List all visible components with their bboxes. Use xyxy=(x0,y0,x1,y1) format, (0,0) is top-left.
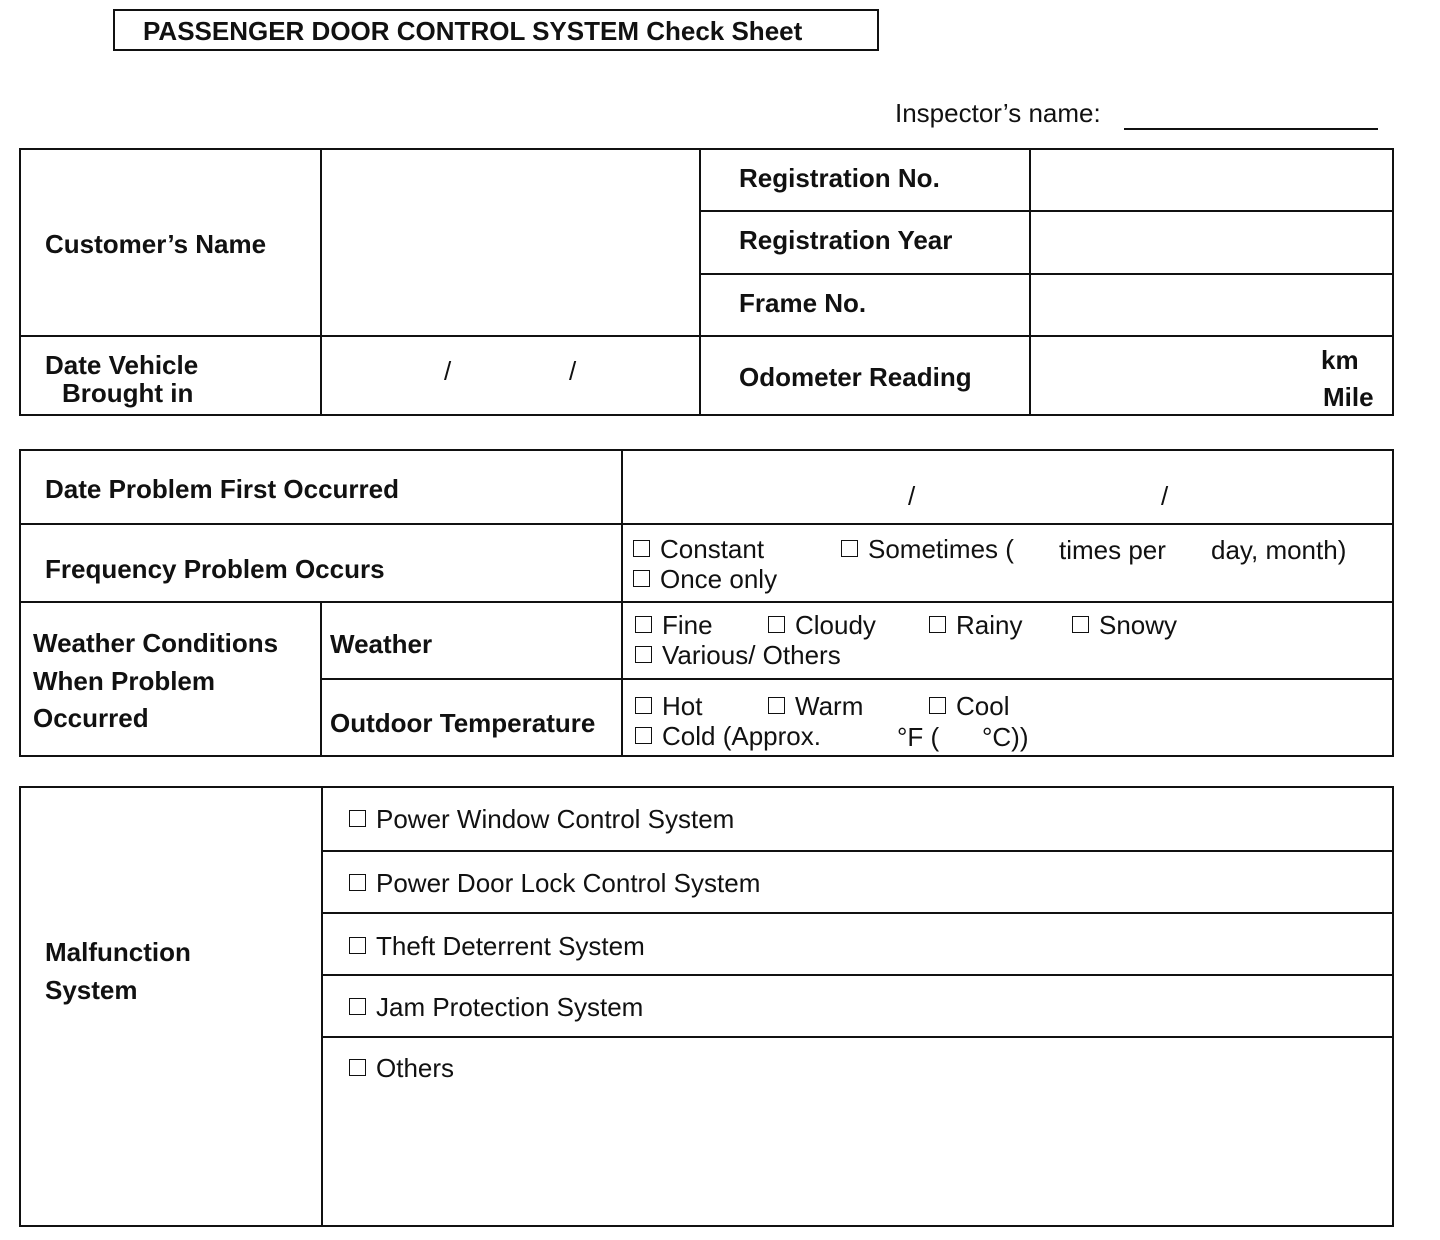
odometer-field[interactable] xyxy=(1032,338,1312,412)
checkbox-icon[interactable] xyxy=(635,616,652,633)
date-brought-label-line1: Date Vehicle xyxy=(45,350,199,380)
checkbox-icon[interactable] xyxy=(633,570,650,587)
odometer-label: Odometer Reading xyxy=(739,362,972,392)
day-month-text: day, month) xyxy=(1211,535,1347,565)
option-constant[interactable]: Constant xyxy=(633,534,764,564)
checkbox-icon[interactable] xyxy=(768,616,785,633)
checkbox-icon[interactable] xyxy=(349,1059,366,1076)
sheet-title: PASSENGER DOOR CONTROL SYSTEM Check Sheet xyxy=(113,9,879,51)
option-once-only[interactable]: Once only xyxy=(633,564,777,594)
unit-km: km xyxy=(1321,345,1359,375)
unit-mile: Mile xyxy=(1323,382,1374,412)
option-warm[interactable]: Warm xyxy=(768,691,863,721)
option-cloudy[interactable]: Cloudy xyxy=(768,610,876,640)
inspector-label: Inspector’s name: xyxy=(895,98,1101,128)
checkbox-icon[interactable] xyxy=(635,727,652,744)
option-cool[interactable]: Cool xyxy=(929,691,1009,721)
date-separator: / xyxy=(569,356,577,386)
customer-name-field[interactable] xyxy=(323,152,697,333)
date-first-occurred-label: Date Problem First Occurred xyxy=(45,474,399,504)
date-brought-field[interactable] xyxy=(323,338,697,412)
times-per-text: times per xyxy=(1059,535,1166,565)
malfunction-label-line2: System xyxy=(45,975,138,1005)
outdoor-temperature-label: Outdoor Temperature xyxy=(330,708,596,738)
option-sometimes[interactable]: Sometimes ( xyxy=(841,534,1014,564)
customer-name-label: Customer’s Name xyxy=(45,229,267,259)
option-snowy[interactable]: Snowy xyxy=(1072,610,1177,640)
frame-no-field[interactable] xyxy=(1032,276,1390,333)
checkbox-icon[interactable] xyxy=(349,937,366,954)
checkbox-icon[interactable] xyxy=(1072,616,1089,633)
vehicle-info-table xyxy=(19,148,1394,416)
weather-conditions-label-line3: Occurred xyxy=(33,703,149,733)
option-rainy[interactable]: Rainy xyxy=(929,610,1022,640)
checkbox-icon[interactable] xyxy=(349,874,366,891)
registration-no-label: Registration No. xyxy=(739,163,940,193)
checkbox-icon[interactable] xyxy=(929,616,946,633)
checkbox-icon[interactable] xyxy=(349,810,366,827)
registration-no-field[interactable] xyxy=(1032,152,1390,208)
option-power-door-lock[interactable]: Power Door Lock Control System xyxy=(349,868,760,898)
option-cold[interactable]: Cold (Approx. xyxy=(635,721,821,751)
frame-no-label: Frame No. xyxy=(739,288,867,318)
option-power-window[interactable]: Power Window Control System xyxy=(349,804,734,834)
checkbox-icon[interactable] xyxy=(841,540,858,557)
weather-conditions-label-line2: When Problem xyxy=(33,666,216,696)
option-others[interactable]: Others xyxy=(349,1053,454,1083)
weather-label: Weather xyxy=(330,629,433,659)
inspector-name-field[interactable] xyxy=(1124,128,1378,130)
option-jam-protection[interactable]: Jam Protection System xyxy=(349,992,643,1022)
date-separator: / xyxy=(1161,481,1169,511)
checkbox-icon[interactable] xyxy=(633,540,650,557)
option-theft-deterrent[interactable]: Theft Deterrent System xyxy=(349,931,645,961)
registration-year-field[interactable] xyxy=(1032,213,1390,271)
degree-f-text: °F ( xyxy=(897,722,940,752)
malfunction-system-table xyxy=(19,786,1394,1227)
checkbox-icon[interactable] xyxy=(349,998,366,1015)
checkbox-icon[interactable] xyxy=(929,697,946,714)
option-hot[interactable]: Hot xyxy=(635,691,702,721)
date-separator: / xyxy=(908,481,916,511)
checkbox-icon[interactable] xyxy=(635,697,652,714)
date-separator: / xyxy=(444,356,452,386)
malfunction-label-line1: Malfunction xyxy=(45,937,191,967)
date-brought-label-line2: Brought in xyxy=(62,378,194,408)
degree-c-text: °C)) xyxy=(982,722,1029,752)
problem-conditions-table xyxy=(19,449,1394,757)
weather-conditions-label-line1: Weather Conditions xyxy=(33,628,279,658)
frequency-label: Frequency Problem Occurs xyxy=(45,554,385,584)
registration-year-label: Registration Year xyxy=(739,225,953,255)
option-fine[interactable]: Fine xyxy=(635,610,713,640)
option-various-others[interactable]: Various/ Others xyxy=(635,640,841,670)
checkbox-icon[interactable] xyxy=(768,697,785,714)
checkbox-icon[interactable] xyxy=(635,646,652,663)
